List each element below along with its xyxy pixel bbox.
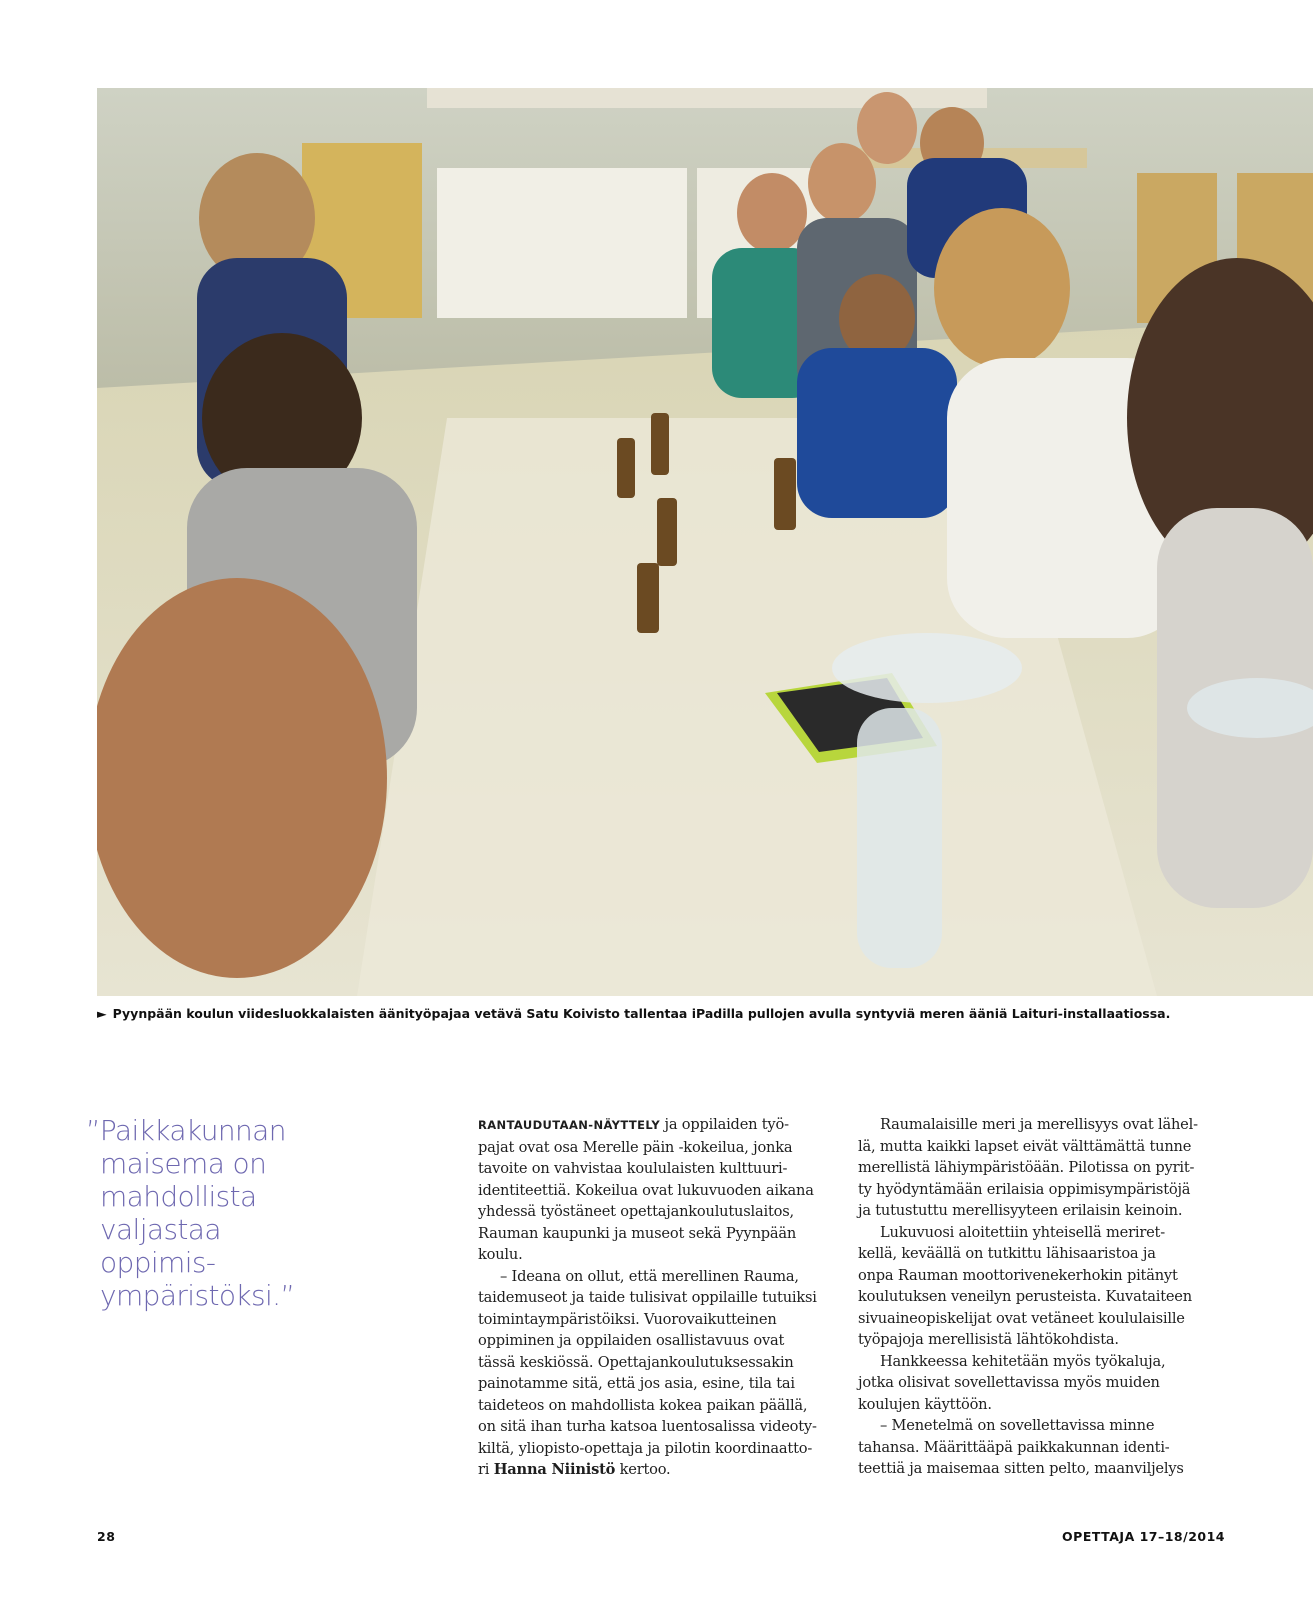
lead-in: RANTAUDUTAAN-NÄYTTELY: [478, 1118, 661, 1132]
pull-quote-line: mahdollista: [100, 1180, 257, 1213]
pull-quote-line: valjastaa: [100, 1213, 221, 1246]
column-line: lä, mutta kaikki lapset eivät välttämättä tunne: [858, 1137, 1192, 1155]
column-line: tahansa. Määrittääpä paikkakunnan identi-: [858, 1438, 1170, 1456]
column-line: painotamme sitä, että jos asia, esine, tila tai: [478, 1375, 795, 1392]
photo-icon: [97, 88, 1313, 996]
column-line: oppiminen ja oppilaiden osallistavuus ovat: [478, 1332, 785, 1349]
column-text: kertoo.: [615, 1461, 671, 1478]
person-name: Hanna Niinistö: [493, 1461, 616, 1478]
column-line: [478, 1114, 820, 1137]
column-line: ty hyödyntämään erilaisia oppimisympäristöjä: [858, 1180, 1191, 1198]
column-line: pajat ovat osa Merelle päin -kokeilua, jonka: [478, 1138, 793, 1156]
column-line: sivuaineopiskelijat ovat vetäneet koululaisille: [858, 1309, 1185, 1327]
column-line: taideteos on mahdollista kokea paikan päällä,: [478, 1396, 808, 1414]
article-photo: [97, 88, 1313, 996]
column-line: Raumalaisille meri ja merellisyys ovat lähel-: [880, 1116, 1198, 1133]
column-line: – Ideana on ollut, että merellinen Rauma,: [500, 1267, 799, 1285]
column-line: teettiä ja maisemaa sitten pelto, maanviljelys: [858, 1460, 1184, 1477]
column-line: yhdessä työstäneet opettajankoulutuslaitos,: [478, 1203, 794, 1220]
pull-quote: [86, 1114, 356, 1312]
column-line: – Menetelmä on sovellettavissa minne: [880, 1417, 1155, 1434]
pull-quote-line: ”Paikkakunnan: [86, 1114, 286, 1147]
column-text: ja oppilaiden työ-: [660, 1116, 789, 1133]
column-line: kellä, keväällä on tutkittu lähisaaristoa ja: [858, 1245, 1156, 1262]
caption-text: Pyynpään koulun viidesluokkalaisten äänityöpajaa vetävä Satu Koivisto tallentaa iPadilla pullojen avulla syntyviä meren ääniä Laituri-installaatiossa.: [112, 1006, 1171, 1021]
column-line: tavoite on vahvistaa koululaisten kulttuuri-: [478, 1160, 788, 1177]
article-column-2: [858, 1114, 1200, 1480]
page-number: 28: [97, 1529, 116, 1544]
column-line: on sitä ihan turha katsoa luentosalissa videoty-: [478, 1418, 817, 1435]
column-line: taidemuseot ja taide tulisivat oppilaille tutuiksi: [478, 1289, 817, 1306]
column-line: identiteettiä. Kokeilua ovat lukuvuoden aikana: [478, 1181, 814, 1199]
column-line: onpa Rauman moottorivenekerhokin pitänyt: [858, 1266, 1178, 1284]
caption-arrow-icon: ►: [97, 1006, 107, 1021]
pull-quote-line: ympäristöksi.”: [100, 1279, 295, 1312]
column-line: toimintaympäristöiksi. Vuorovaikutteinen: [478, 1310, 777, 1328]
publication-issue: OPETTAJA 17–18/2014: [1062, 1529, 1225, 1544]
column-line: koulu.: [478, 1246, 523, 1263]
column-line: koulujen käyttöön.: [858, 1395, 992, 1413]
column-line: ja tutustuttu merellisyyteen erilaisin keinoin.: [858, 1202, 1183, 1219]
column-line: merellistä lähiympäristöään. Pilotissa on pyrit-: [858, 1159, 1195, 1176]
column-line: kiltä, yliopisto-opettaja ja pilotin koordinaatto-: [478, 1439, 813, 1457]
column-text: ri: [478, 1461, 494, 1478]
column-line: Lukuvuosi aloitettiin yhteisellä meriret-: [880, 1223, 1165, 1241]
column-line: tässä keskiössä. Opettajankoulutuksessakin: [478, 1353, 794, 1371]
column-line: Rauman kaupunki ja museot sekä Pyynpään: [478, 1224, 797, 1242]
column-line: koulutuksen veneilyn perusteista. Kuvataiteen: [858, 1288, 1192, 1305]
photo-caption: [97, 1006, 1307, 1022]
column-line: jotka olisivat sovellettavissa myös muiden: [858, 1374, 1160, 1391]
article-column-1: [478, 1114, 820, 1481]
column-line: Hankkeessa kehitetään myös työkaluja,: [880, 1352, 1166, 1370]
column-line: työpajoja merellisistä lähtökohdista.: [858, 1331, 1119, 1348]
pull-quote-line: maisema on: [100, 1147, 267, 1180]
pull-quote-line: oppimis-: [100, 1246, 216, 1279]
column-line: [478, 1459, 820, 1481]
